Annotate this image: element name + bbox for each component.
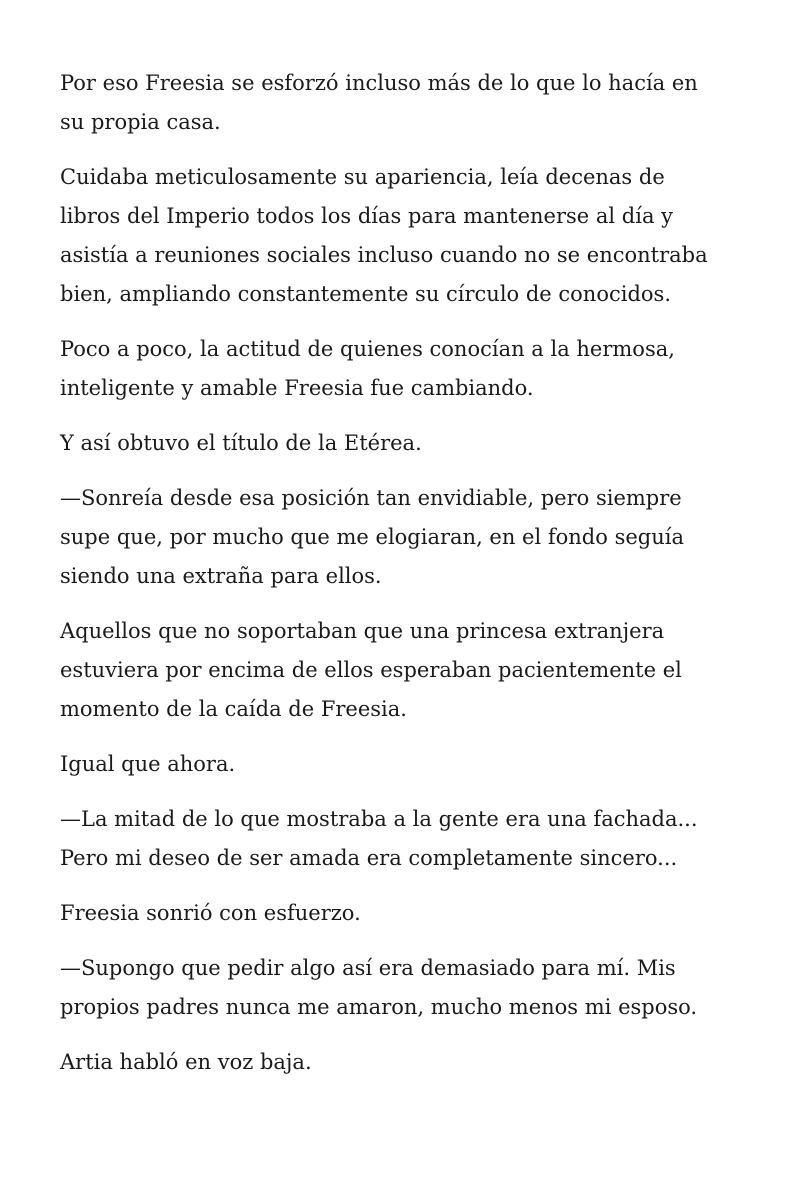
paragraph: Y así obtuvo el título de la Etérea. — [60, 431, 422, 455]
paragraph: Artia habló en voz baja. — [60, 1050, 312, 1074]
document-body — [60, 64, 760, 1098]
paragraph: —La mitad de lo que mostraba a la gente era una fachada... Pero mi deseo de ser amada era completamente sincero... — [60, 807, 698, 870]
paragraph: Poco a poco, la actitud de quienes conocían a la hermosa, inteligente y amable Freesia fue cambiando. — [60, 337, 675, 400]
paragraph: Igual que ahora. — [60, 752, 236, 776]
paragraph: Por eso Freesia se esforzó incluso más de lo que lo hacía en su propia casa. — [60, 71, 698, 134]
paragraph: Cuidaba meticulosamente su apariencia, leía decenas de libros del Imperio todos los días para mantenerse al día y asistía a reuniones sociales incluso cuando no se encontraba bien, ampliando constantemente su círculo de conocidos. — [60, 165, 708, 306]
paragraph: Freesia sonrió con esfuerzo. — [60, 901, 361, 925]
paragraph: —Sonreía desde esa posición tan envidiable, pero siempre supe que, por mucho que me elogiaran, en el fondo seguía siendo una extraña para ellos. — [60, 486, 684, 588]
paragraph: —Supongo que pedir algo así era demasiado para mí. Mis propios padres nunca me amaron, mucho menos mi esposo. — [60, 956, 698, 1019]
paragraph: Aquellos que no soportaban que una princesa extranjera estuviera por encima de ellos esperaban pacientemente el momento de la caída de Freesia. — [60, 619, 682, 721]
